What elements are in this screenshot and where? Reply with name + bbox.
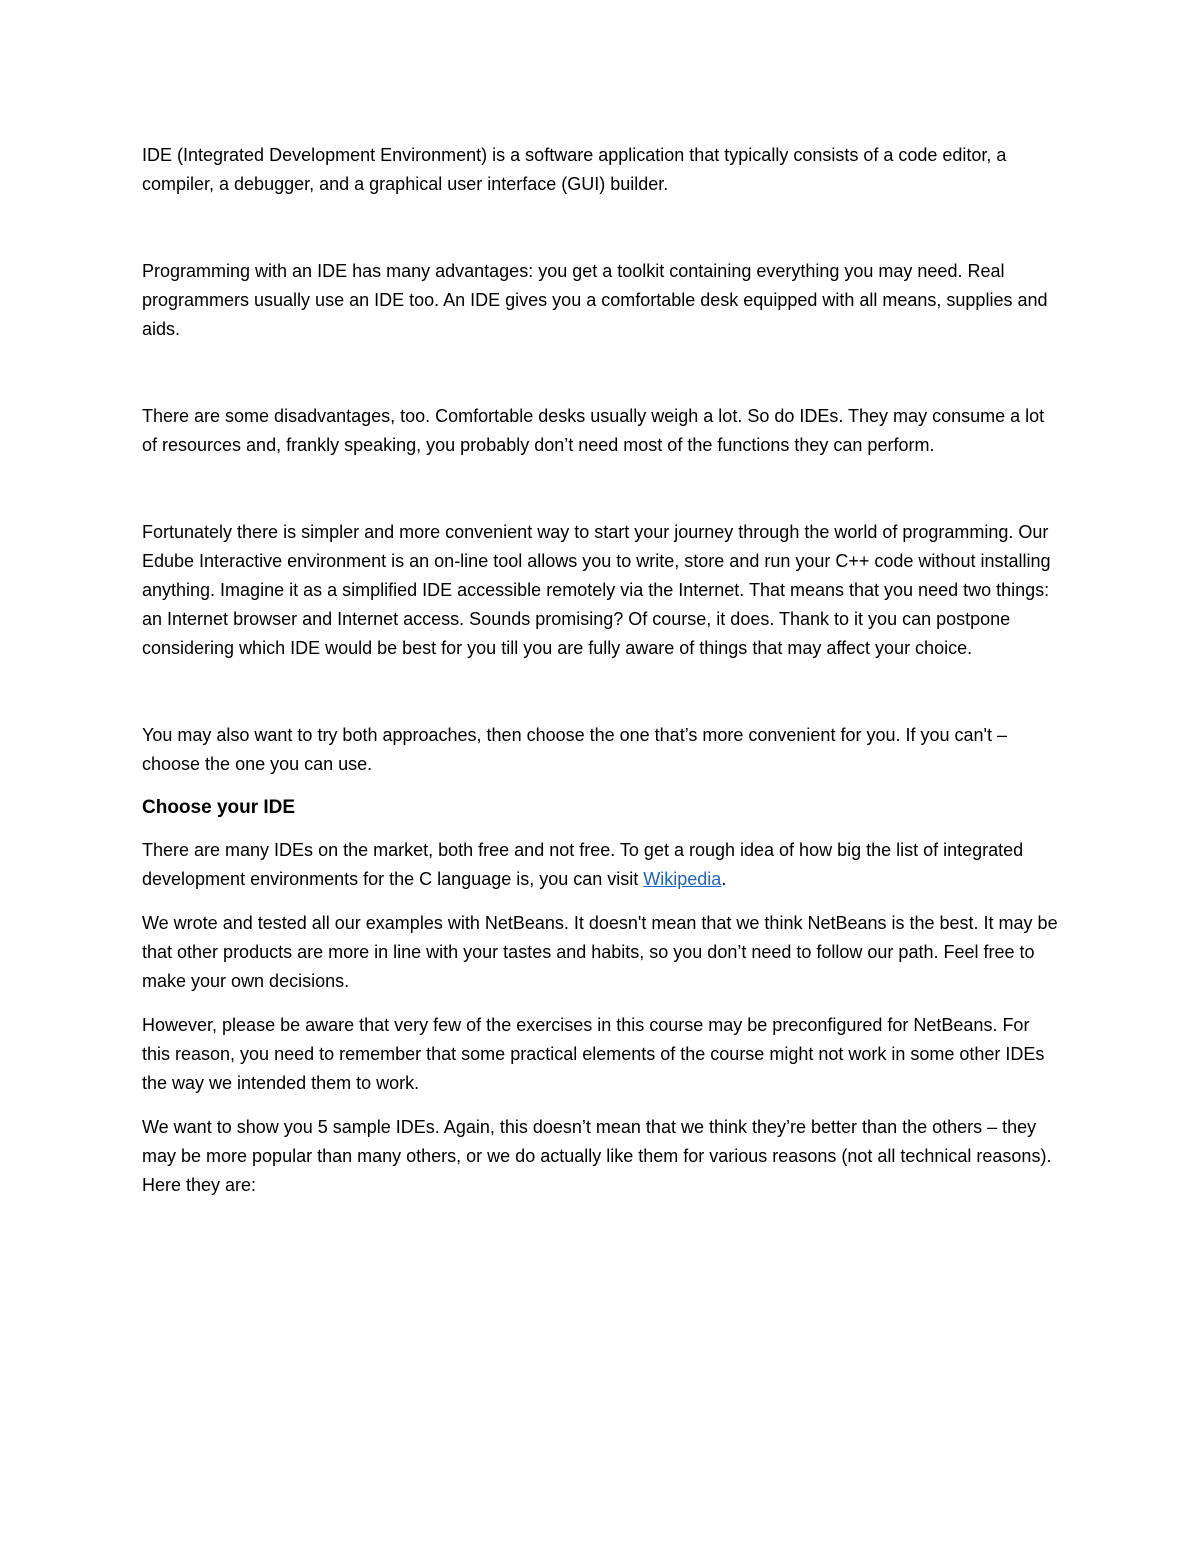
wikipedia-link[interactable]: Wikipedia xyxy=(643,869,722,889)
document-body xyxy=(142,141,1062,1200)
paragraph-ide-advantages: Programming with an IDE has many advantages: you get a toolkit containing everything you may need. Real programmers usually use an IDE too. An IDE gives you a comfortable desk equipped with all means, supplies and aids. xyxy=(142,261,1048,339)
paragraph-preconfigured: However, please be aware that very few of the exercises in this course may be preconfigured for NetBeans. For this reason, you need to remember that some practical elements of the course might not work in some other IDEs the way we intended them to work. xyxy=(142,1015,1045,1093)
paragraph-netbeans: We wrote and tested all our examples with NetBeans. It doesn't mean that we think NetBeans is the best. It may be that other products are more in line with your tastes and habits, so you don’t need to follow our path. Feel free to make your own decisions. xyxy=(142,913,1058,991)
paragraph-ide-definition: IDE (Integrated Development Environment) is a software application that typically consists of a code editor, a compiler, a debugger, and a graphical user interface (GUI) builder. xyxy=(142,145,1007,194)
paragraph-ide-disadvantages: There are some disadvantages, too. Comfortable desks usually weigh a lot. So do IDEs. They may consume a lot of resources and, frankly speaking, you probably don’t need most of the functions they can perform. xyxy=(142,406,1045,455)
paragraph-try-both: You may also want to try both approaches, then choose the one that’s more convenient for you. If you can't – choose the one you can use. xyxy=(142,725,1007,774)
paragraph-ide-market-text: There are many IDEs on the market, both free and not free. To get a rough idea of how big the list of integrated development environments for the C language is, you can visit xyxy=(142,840,1024,889)
paragraph-edube-environment: Fortunately there is simpler and more convenient way to start your journey through the world of programming. Our Edube Interactive environment is an on-line tool allows you to write, store and run your C++ code without installing anything. Imagine it as a simplified IDE accessible remotely via the Internet. That means that you need two things: an Internet browser and Internet access. Sounds promising? Of course, it does. Thank to it you can postpone considering which IDE would be best for you till you are fully aware of things that may affect your choice. xyxy=(142,522,1051,658)
paragraph-ide-market-end: . xyxy=(721,869,727,889)
paragraph-ide-market xyxy=(142,836,1062,894)
section-heading-choose-ide: Choose your IDE xyxy=(142,797,296,818)
paragraph-sample-ides: We want to show you 5 sample IDEs. Again, this doesn’t mean that we think they’re better than the others – they may be more popular than many others, or we do actually like them for various reasons (not all technical reasons). Here they are: xyxy=(142,1117,1052,1195)
